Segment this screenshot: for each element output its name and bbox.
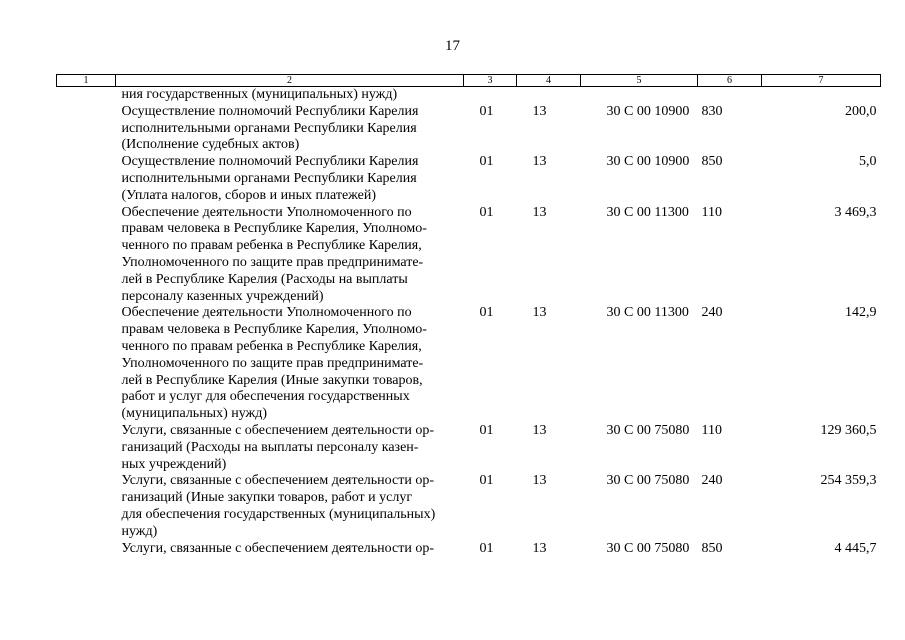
row-name-line: Уполномоченного по защите прав предпринимате- (121, 254, 424, 270)
row-col-1 (57, 87, 116, 104)
row-section: 01 (479, 422, 494, 438)
column-header-1: 1 (57, 75, 116, 87)
row-name (116, 473, 464, 540)
row-name (116, 541, 464, 558)
row-section: 01 (479, 204, 494, 220)
row-subsection: 13 (532, 154, 547, 170)
budget-table (56, 74, 881, 557)
row-section: 01 (479, 305, 494, 321)
row-name-line: исполнительными органами Республики Карелия (121, 170, 417, 186)
row-section: 01 (479, 154, 494, 170)
column-header-3: 3 (464, 75, 517, 87)
row-name-line: ных учреждений) (121, 456, 227, 472)
row-name (116, 154, 464, 204)
row-name-line: работ и услуг для обеспечения государственных (121, 389, 410, 405)
table-row (57, 87, 881, 104)
row-subsection: 13 (532, 103, 547, 119)
row-section: 01 (479, 540, 494, 556)
row-name-line: лей в Республике Карелия (Расходы на выплаты (121, 271, 408, 287)
table-row (57, 423, 881, 473)
row-section (464, 87, 517, 104)
row-amount (762, 87, 881, 104)
table-header (57, 75, 881, 87)
row-name-line: ченного по правам ребенка в Республике Карелия, (121, 238, 422, 254)
row-name-line: ганизаций (Расходы на выплаты персоналу казен- (121, 439, 419, 455)
row-section: 01 (479, 473, 494, 489)
table-body (57, 87, 881, 558)
row-amount: 3 469,3 (834, 204, 877, 220)
row-name-line: правам человека в Республике Карелия, Уполномо- (121, 322, 427, 338)
row-subsection: 13 (532, 540, 547, 556)
row-name-line: Уполномоченного по защите прав предпринимате- (121, 355, 424, 371)
row-name-line: правам человека в Республике Карелия, Уполномо- (121, 221, 427, 237)
row-name-line: ния государственных (муниципальных) нужд) (121, 87, 398, 102)
row-name-line: для обеспечения государственных (муниципальных) (121, 506, 436, 522)
row-amount: 254 359,3 (820, 473, 877, 489)
column-header-6: 6 (698, 75, 762, 87)
row-col-1 (57, 423, 116, 473)
page-number: 17 (445, 38, 460, 54)
row-expense-type: 830 (701, 103, 723, 119)
row-target-article: 30 С 00 11300 (606, 305, 689, 321)
row-name (116, 205, 464, 306)
row-amount: 200,0 (845, 103, 877, 119)
row-target-article: 30 С 00 75080 (606, 540, 690, 556)
row-name (116, 305, 464, 423)
row-name (116, 87, 464, 104)
row-name-line: лей в Республике Карелия (Иные закупки товаров, (121, 372, 423, 388)
row-expense-type (698, 87, 762, 104)
row-target-article: 30 С 00 11300 (606, 204, 689, 220)
row-amount: 142,9 (845, 305, 877, 321)
row-expense-type: 850 (701, 540, 723, 556)
row-target-article: 30 С 00 10900 (606, 103, 690, 119)
column-number-row (57, 75, 881, 87)
row-target-article: 30 С 00 10900 (606, 154, 690, 170)
row-target-article: 30 С 00 75080 (606, 473, 690, 489)
row-col-1 (57, 154, 116, 204)
row-expense-type: 240 (701, 473, 723, 489)
table-row (57, 154, 881, 204)
row-name (116, 104, 464, 154)
table-row (57, 473, 881, 540)
row-name-line: нужд) (121, 523, 158, 539)
column-header-2: 2 (116, 75, 464, 87)
row-expense-type: 240 (701, 305, 723, 321)
row-name-line: (муниципальных) нужд) (121, 406, 268, 422)
row-name-line: Обеспечение деятельности Уполномоченного по (121, 305, 412, 321)
table-row (57, 205, 881, 306)
row-expense-type: 110 (701, 422, 722, 438)
row-name-line: ганизаций (Иные закупки товаров, работ и услуг (121, 490, 413, 506)
column-header-4: 4 (517, 75, 581, 87)
row-amount: 4 445,7 (834, 540, 877, 556)
row-name-line: Услуги, связанные с обеспечением деятельности ор- (121, 422, 434, 438)
row-col-1 (57, 541, 116, 558)
row-name-line: (Уплата налогов, сборов и иных платежей) (121, 187, 377, 203)
table-row (57, 305, 881, 423)
row-name-line: Осуществление полномочий Республики Карелия (121, 154, 419, 170)
table-row (57, 541, 881, 558)
row-col-1 (57, 205, 116, 306)
row-name-line: Осуществление полномочий Республики Карелия (121, 103, 419, 119)
row-subsection: 13 (532, 473, 547, 489)
column-header-7: 7 (762, 75, 881, 87)
row-subsection (517, 87, 581, 104)
row-subsection: 13 (532, 422, 547, 438)
row-subsection: 13 (532, 204, 547, 220)
row-amount: 5,0 (859, 154, 877, 170)
row-subsection: 13 (532, 305, 547, 321)
row-name-line: Услуги, связанные с обеспечением деятельности ор- (121, 540, 434, 556)
column-header-5: 5 (581, 75, 698, 87)
row-target-article: 30 С 00 75080 (606, 422, 690, 438)
row-name-line: исполнительными органами Республики Карелия (121, 120, 417, 136)
row-name-line: Обеспечение деятельности Уполномоченного по (121, 204, 412, 220)
row-col-1 (57, 104, 116, 154)
row-name-line: (Исполнение судебных актов) (121, 137, 300, 153)
row-section: 01 (479, 103, 494, 119)
row-name-line: ченного по правам ребенка в Республике Карелия, (121, 338, 422, 354)
row-col-1 (57, 305, 116, 423)
row-expense-type: 850 (701, 154, 723, 170)
row-name (116, 423, 464, 473)
row-expense-type: 110 (701, 204, 722, 220)
row-target-article (581, 87, 698, 104)
row-name-line: Услуги, связанные с обеспечением деятельности ор- (121, 473, 434, 489)
table-row (57, 104, 881, 154)
row-amount: 129 360,5 (820, 422, 877, 438)
row-name-line: персоналу казенных учреждений) (121, 288, 324, 304)
row-col-1 (57, 473, 116, 540)
